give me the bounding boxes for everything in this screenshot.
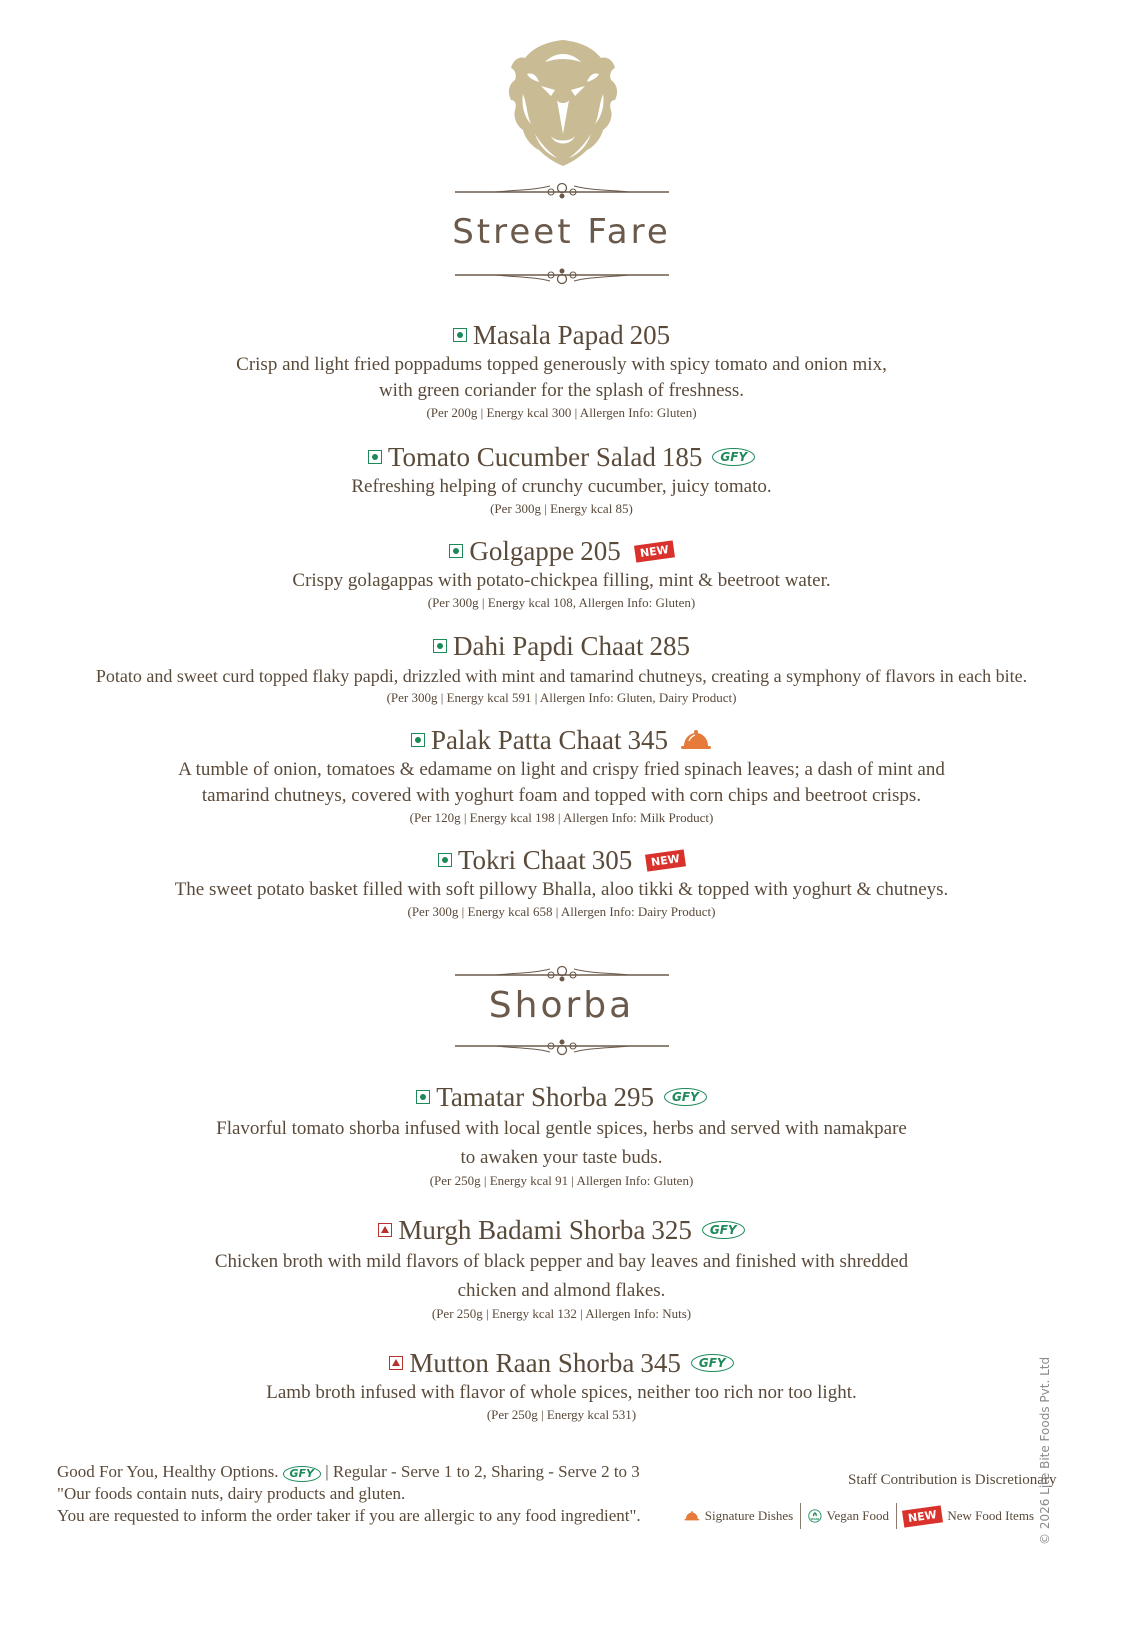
veg-icon bbox=[449, 544, 463, 558]
item-title bbox=[40, 534, 1083, 568]
item-price: 325 bbox=[651, 1215, 692, 1245]
item-name: Tamatar Shorba bbox=[436, 1082, 608, 1112]
copyright-notice: © 2026 Lite Bite Foods Pvt. Ltd bbox=[1038, 1356, 1052, 1545]
gfy-badge: GFY bbox=[283, 1466, 322, 1482]
footer-allergen-line: "Our foods contain nuts, dairy products and gluten. bbox=[57, 1484, 406, 1503]
new-badge: NEW bbox=[902, 1505, 943, 1527]
legend-new-label: New Food Items bbox=[947, 1508, 1035, 1523]
item-title bbox=[40, 723, 1083, 757]
item-title bbox=[40, 1346, 1083, 1380]
legend-separator bbox=[896, 1503, 897, 1529]
ornament-divider-top bbox=[455, 963, 669, 985]
item-title bbox=[40, 318, 1083, 352]
item-nutrition-info: (Per 250g | Energy kcal 531) bbox=[486, 1407, 637, 1422]
item-nutrition-info: (Per 300g | Energy kcal 591 | Allergen Info: Gluten, Dairy Product) bbox=[386, 690, 737, 705]
item-price: 205 bbox=[629, 320, 671, 350]
item-nutrition-info: (Per 250g | Energy kcal 132 | Allergen Info: Nuts) bbox=[431, 1306, 692, 1321]
veg-icon bbox=[433, 639, 447, 653]
item-name: Mutton Raan Shorba bbox=[409, 1348, 635, 1378]
item-title bbox=[40, 843, 1083, 877]
section-title-street-fare: Street Fare bbox=[452, 212, 671, 252]
new-badge: NEW bbox=[634, 540, 675, 562]
non-veg-icon bbox=[389, 1356, 403, 1370]
gfy-badge: GFY bbox=[712, 448, 755, 466]
item-nutrition-info: (Per 300g | Energy kcal 108, Allergen Info: Gluten) bbox=[427, 595, 696, 610]
svg-text:VEGAN: VEGAN bbox=[810, 1517, 819, 1521]
item-name: Dahi Papdi Chaat bbox=[453, 631, 644, 661]
item-price: 345 bbox=[640, 1348, 681, 1378]
item-title bbox=[40, 1213, 1083, 1247]
gfy-badge: GFY bbox=[702, 1221, 745, 1239]
gfy-badge: GFY bbox=[664, 1088, 707, 1106]
item-nutrition-info: (Per 300g | Energy kcal 658 | Allergen Info: Dairy Product) bbox=[407, 904, 716, 919]
item-title bbox=[40, 1080, 1083, 1114]
legend-separator bbox=[800, 1503, 801, 1529]
item-description-line: Flavorful tomato shorba infused with local gentle spices, herbs and served with namakpare bbox=[216, 1118, 907, 1139]
menu-item-murgh-badami-shorba bbox=[40, 1213, 1083, 1323]
menu-item-dahi-papdi-chaat bbox=[40, 629, 1083, 707]
legend-signature-label: Signature Dishes bbox=[704, 1508, 794, 1523]
item-description-line: The sweet potato basket filled with soft pillowy Bhalla, aloo tikki & topped with yoghurt & chutneys. bbox=[174, 879, 949, 900]
footer-serving-info: | Regular - Serve 1 to 2, Sharing - Serve 2 to 3 bbox=[325, 1462, 640, 1481]
item-description-line: Chicken broth with mild flavors of black pepper and bay leaves and finished with shredded bbox=[214, 1251, 909, 1272]
menu-item-masala-papad bbox=[40, 318, 1083, 422]
lion-logo-icon bbox=[505, 38, 621, 168]
item-price: 345 bbox=[627, 725, 668, 755]
signature-dish-cloche-icon bbox=[680, 728, 712, 752]
menu-item-palak-patta-chaat bbox=[40, 723, 1083, 827]
menu-item-tokri-chaat bbox=[40, 843, 1083, 921]
item-name: Tokri Chaat bbox=[457, 845, 586, 875]
item-price: 205 bbox=[580, 536, 621, 566]
item-price: 295 bbox=[613, 1082, 655, 1112]
new-badge: NEW bbox=[645, 849, 686, 871]
footer-line-serving bbox=[57, 1461, 677, 1483]
item-description-line: tamarind chutneys, covered with yoghurt foam and topped with corn chips and beetroot crisps. bbox=[201, 785, 922, 806]
item-nutrition-info: (Per 200g | Energy kcal 300 | Allergen Info: Gluten) bbox=[426, 405, 697, 420]
staff-contribution-note: Staff Contribution is Discretionary bbox=[848, 1472, 1057, 1488]
ornament-divider-bottom bbox=[455, 265, 669, 287]
item-description-line: Crisp and light fried poppadums topped generously with spicy tomato and onion mix, bbox=[236, 354, 887, 375]
signature-dish-cloche-icon bbox=[684, 1504, 700, 1528]
ornament-divider-bottom bbox=[455, 1036, 669, 1058]
legend bbox=[684, 1500, 1034, 1532]
legend-vegan-label: Vegan Food bbox=[826, 1508, 889, 1523]
item-title bbox=[40, 629, 1083, 663]
gfy-badge: GFY bbox=[691, 1354, 734, 1372]
ornament-divider-top bbox=[455, 180, 669, 202]
item-nutrition-info: (Per 250g | Energy kcal 91 | Allergen Info: Gluten) bbox=[429, 1173, 694, 1188]
item-title bbox=[40, 440, 1083, 474]
item-nutrition-info: (Per 120g | Energy kcal 198 | Allergen Info: Milk Product) bbox=[409, 810, 714, 825]
item-nutrition-info: (Per 300g | Energy kcal 85) bbox=[490, 501, 633, 516]
footer-gfy-label: Good For You, Healthy Options. bbox=[57, 1462, 279, 1481]
item-name: Palak Patta Chaat bbox=[431, 725, 622, 755]
veg-icon bbox=[411, 733, 425, 747]
item-price: 305 bbox=[591, 845, 633, 875]
non-veg-icon bbox=[378, 1223, 392, 1237]
veg-icon bbox=[438, 853, 452, 867]
section-title-shorba: Shorba bbox=[488, 985, 635, 1026]
item-price: 285 bbox=[649, 631, 690, 661]
veg-icon bbox=[453, 328, 467, 342]
menu-item-mutton-raan-shorba bbox=[40, 1346, 1083, 1424]
footer-allergen-request: You are requested to inform the order taker if you are allergic to any food ingredient". bbox=[57, 1506, 641, 1525]
item-name: Tomato Cucumber Salad bbox=[387, 442, 656, 472]
item-description-line: chicken and almond flakes. bbox=[457, 1280, 666, 1301]
menu-item-tamatar-shorba bbox=[40, 1080, 1083, 1190]
item-description-line: to awaken your taste buds. bbox=[460, 1147, 663, 1168]
vegan-leaf-icon bbox=[808, 1502, 822, 1530]
item-name: Murgh Badami Shorba bbox=[398, 1215, 646, 1245]
item-price: 185 bbox=[661, 442, 703, 472]
item-description-line: Potato and sweet curd topped flaky papdi, drizzled with mint and tamarind chutneys, creating a symphony of flavors in each bite. bbox=[95, 666, 1028, 686]
footer-notes bbox=[57, 1461, 677, 1527]
item-description-line: Refreshing helping of crunchy cucumber, juicy tomato. bbox=[351, 476, 772, 497]
menu-item-golgappe bbox=[40, 534, 1083, 612]
item-description-line: A tumble of onion, tomatoes & edamame on light and crispy fried spinach leaves; a dash of mint and bbox=[178, 759, 945, 780]
veg-icon bbox=[416, 1090, 430, 1104]
item-name: Masala Papad bbox=[472, 320, 624, 350]
item-description-line: Lamb broth infused with flavor of whole spices, neither too rich nor too light. bbox=[266, 1382, 857, 1403]
item-description-line: with green coriander for the splash of freshness. bbox=[378, 380, 745, 401]
veg-icon bbox=[368, 450, 382, 464]
item-description-line: Crispy golagappas with potato-chickpea filling, mint & beetroot water. bbox=[292, 570, 831, 591]
menu-item-tomato-cucumber-salad bbox=[40, 440, 1083, 518]
item-name: Golgappe bbox=[469, 536, 575, 566]
